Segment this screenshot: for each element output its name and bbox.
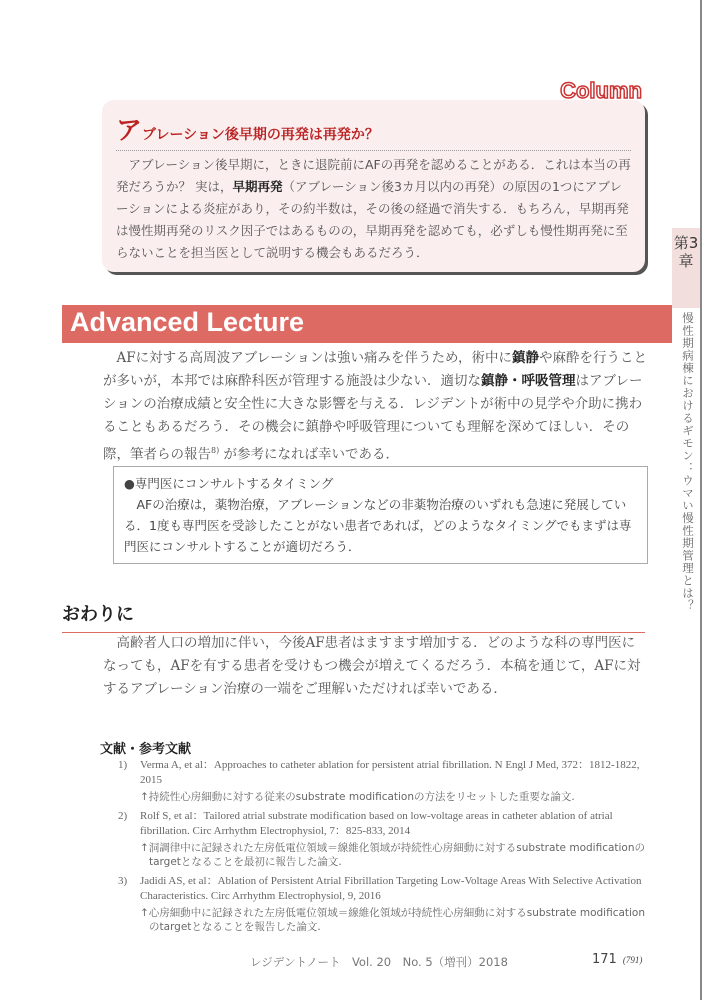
column-text bbox=[116, 154, 631, 264]
ref-text: Rolf S, et al：Tailored atrial substrate modification based on low-voltage areas in catheter ablation of atrial fibrillation. Circ Arrhythm Electrophysiol, 7：825-833, 2014 bbox=[140, 810, 613, 837]
adv-text-1: AFに対する高周波アブレーションは強い痛みを伴うため，術中に bbox=[116, 350, 512, 366]
adv-text-3: はアブレーションの治療成績と安全性に大きな影響を与える．レジデントが術中の見学や介助に携わることもあるだろう．その機会に鎮静や呼吸管理についても理解を深めてほしい．その際，筆者らの報告 bbox=[103, 373, 643, 463]
page-edge-line bbox=[700, 0, 702, 1000]
adv-bold-2: 鎮静・呼吸管理 bbox=[481, 373, 576, 389]
column-box bbox=[102, 100, 645, 272]
ref-text: Jadidi AS, et al：Ablation of Persistent Atrial Fibrillation Targeting Low-Voltage Areas With Selective Activation Characteristics. Circ Arrhythm Electrophysiol, 9, 2016 bbox=[140, 875, 642, 902]
references-list bbox=[118, 758, 650, 939]
advanced-lecture-heading: Advanced Lecture bbox=[62, 305, 672, 343]
reference-item bbox=[118, 874, 650, 934]
total-page-number: (791) bbox=[622, 955, 643, 965]
column-title-initial: ア bbox=[116, 116, 143, 146]
column-text-2: （アブレーション後3カ月以内の再発）の原因の1つにアブレーションによる炎症があり，その約半数は，その後の経過で消失する．もちろん，早期再発は慢性期再発のリスク因子ではあるものの，早期再発を認めても，必ずしも慢性期再発に至らないことを担当医として説明する機会もあるだろう． bbox=[116, 179, 629, 260]
closing-text: 高齢者人口の増加に伴い，今後AF患者はますます増加する．どのような科の専門医になっても，AFを有する患者を受けもつ機会が増えてくるだろう．本稿を通じて，AFに対するアブレーション治療の一端をご理解いただければ幸いである． bbox=[103, 635, 641, 697]
ref-number: 3) bbox=[118, 875, 128, 887]
consult-box-text: AFの治療は，薬物治療，アブレーションなどの非薬物治療のいずれも急速に発展している．1度も専門医を受診したことがない患者であれば，どのようなタイミングでもまずは専門医にコンサルトすることが適切だろう． bbox=[124, 497, 632, 554]
column-tag: Column bbox=[560, 78, 642, 103]
page-number-value: 171 bbox=[592, 952, 617, 967]
ref-number: 1) bbox=[118, 759, 128, 771]
ref-note: ↑持続性心房細動に対する従来のsubstrate modificationの方法をリセットした重要な論文. bbox=[140, 791, 575, 803]
column-title bbox=[116, 110, 631, 151]
references-heading: 文献・参考文献 bbox=[100, 742, 192, 757]
closing-heading: おわりに bbox=[62, 600, 645, 633]
column-text-1: アブレーション後早期に，ときに退院前にAFの再発を認めることがある．これは本当の再発だろうか？ 実は， bbox=[116, 157, 631, 194]
reference-item bbox=[118, 809, 650, 869]
chapter-subtitle: 慢性期病棟におけるギモン：ウマい慢性期管理とは？ bbox=[681, 312, 695, 612]
citation-superscript: 8) bbox=[211, 446, 220, 455]
column-bold: 早期再発 bbox=[232, 179, 283, 194]
column-title-rest: ブレーション後早期の再発は再発か？ bbox=[142, 127, 379, 143]
ref-text: Verma A, et al：Approaches to catheter ablation for persistent atrial fibrillation. N Engl J Med, 372：1812-1822, 2015 bbox=[140, 759, 640, 786]
adv-text-4: が参考になれば幸いである． bbox=[219, 446, 400, 463]
chapter-tab: 第3章 bbox=[672, 228, 700, 308]
ref-note: ↑心房細動中に記録された左房低電位領域＝線維化領域が持続性心房細動に対するsubstrate modificationのtargetとなることを報告した論文. bbox=[140, 907, 646, 933]
consult-box-title: ●専門医にコンサルトするタイミング bbox=[124, 476, 334, 491]
adv-bold-1: 鎮静 bbox=[512, 350, 539, 366]
reference-item bbox=[118, 758, 650, 804]
adv-text-2: や麻酔を行うことが多いが，本邦では麻酔科医が管理する施設は少ない．適切な bbox=[103, 350, 647, 389]
consult-box bbox=[113, 466, 648, 564]
ref-number: 2) bbox=[118, 810, 128, 822]
advanced-lecture-text bbox=[103, 347, 648, 467]
page-number bbox=[592, 952, 642, 967]
footer-journal: レジデントノート Vol. 20 No. 5（増刊）2018 bbox=[250, 955, 508, 969]
ref-note: ↑洞調律中に記録された左房低電位領域＝線維化領域が持続性心房細動に対するsubstrate modificationのtargetとなることを最初に報告した論文. bbox=[140, 842, 646, 868]
